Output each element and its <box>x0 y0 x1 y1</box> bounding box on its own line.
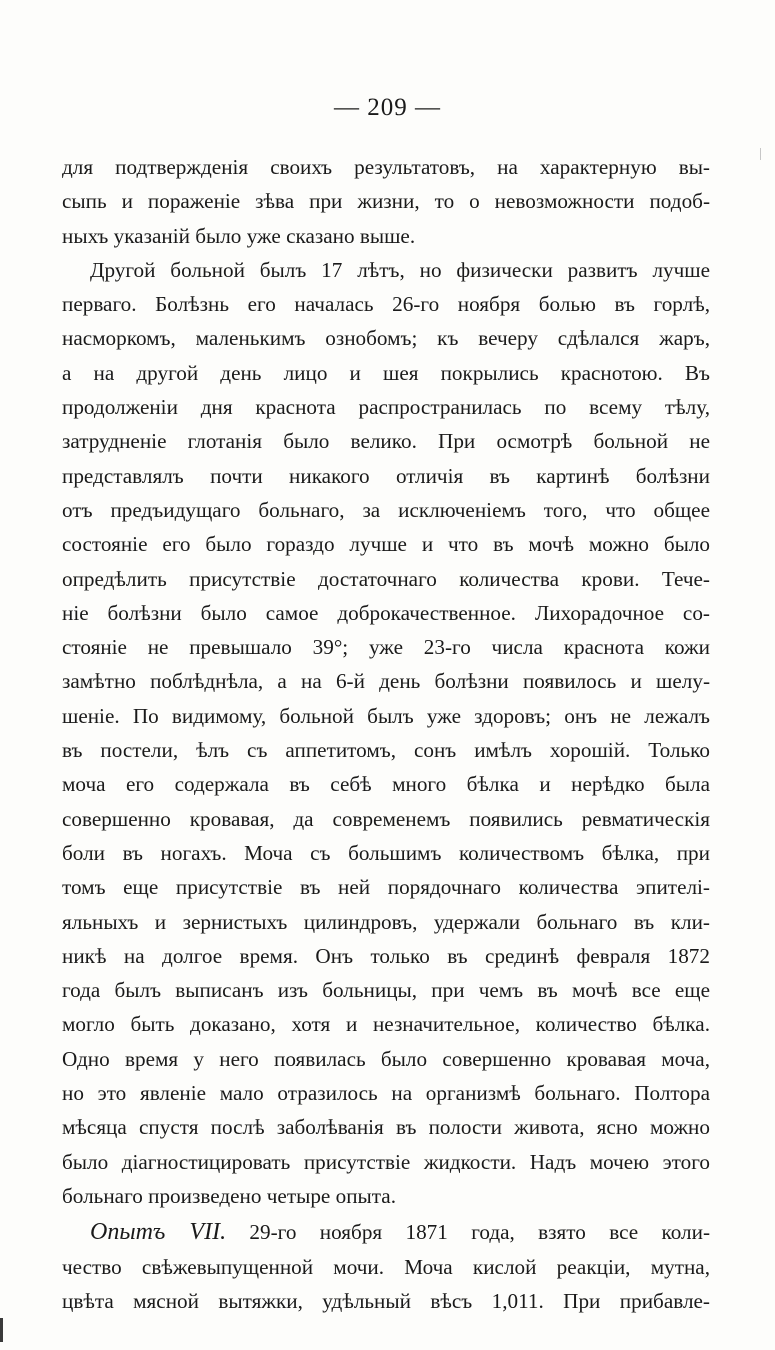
text-line: больнаго произведено четыре опыта. <box>62 1183 397 1208</box>
page-number: — 209 — <box>334 94 441 121</box>
text-line: шеніе. По видимому, больной былъ уже здоровъ; онъ не лежалъ <box>62 703 710 728</box>
text-line: продолженіи дня краснота распространилась по всему тѣлу, <box>62 395 710 420</box>
text-line: насморкомъ, маленькимъ ознобомъ; къ вечеру сдѣлался жаръ, <box>62 326 710 351</box>
text-line: мѣсяца спустя послѣ заболѣванія въ полости живота, ясно можно <box>62 1115 710 1140</box>
text-line: могло быть доказано, хотя и незначительное, количество бѣлка. <box>62 1012 710 1037</box>
text-line: томъ еще присутствіе въ ней порядочнаго количества эпителі- <box>62 875 710 900</box>
text-line: ніе болѣзни было самое доброкачественное. Лихорадочное со- <box>62 600 710 625</box>
text-line: состояніе его было гораздо лучше и что въ мочѣ можно было <box>62 532 710 557</box>
text-line: въ постели, ѣлъ съ аппетитомъ, сонъ имѣлъ хорошій. Только <box>62 738 710 763</box>
experiment-label: Опытъ VII. <box>90 1219 227 1246</box>
text-line: затрудненіе глотанія было велико. При осмотрѣ больной не <box>62 429 710 454</box>
text-line: но это явленіе мало отразилось на организмѣ больнаго. Полтора <box>62 1081 710 1106</box>
text-line: опредѣлить присутствіе достаточнаго количества крови. Тече- <box>62 566 710 591</box>
paragraph-start-line: Другой больной былъ 17 лѣтъ, но физически развитъ лучше <box>90 257 710 282</box>
scan-edge-mark <box>0 1318 3 1342</box>
text-line: перваго. Болѣзнь его началась 26-го ноября болью въ горлѣ, <box>62 292 710 317</box>
text-line: а на другой день лицо и шея покрылись краснотою. Въ <box>62 360 710 385</box>
text-line: совершенно кровавая, да современемъ появились ревматическія <box>62 806 710 831</box>
text-line: замѣтно поблѣднѣла, а на 6-й день болѣзни появилось и шелу- <box>62 669 710 694</box>
text-line: моча его содержала въ себѣ много бѣлка и нерѣдко была <box>62 772 710 797</box>
text-line: боли въ ногахъ. Моча съ большимъ количествомъ бѣлка, при <box>62 840 710 865</box>
text-line: никѣ на долгое время. Онъ только въ срединѣ февраля 1872 <box>62 943 710 968</box>
body-text <box>62 150 710 1318</box>
text-line: для подтвержденія своихъ результатовъ, на характерную вы- <box>62 155 710 179</box>
text-line: отъ предъидущаго больнаго, за исключеніемъ того, что общее <box>62 497 710 522</box>
text-line: чество свѣжевыпущенной мочи. Моча кислой реакціи, мутна, <box>62 1254 710 1279</box>
text-line: представлялъ почти никакого отличія въ картинѣ болѣзни <box>62 463 710 488</box>
text-line: было діагностицировать присутствіе жидкости. Надъ мочею этого <box>62 1149 710 1174</box>
experiment-heading-line <box>62 1215 710 1249</box>
text-line: цвѣта мясной вытяжки, удѣльный вѣсъ 1,011. При прибавле- <box>62 1288 710 1313</box>
text-line: сыпь и пораженіе зѣва при жизни, то о невозможности подоб- <box>62 189 710 214</box>
experiment-first-line: 29-го ноября 1871 года, взято все коли- <box>249 1220 711 1245</box>
text-line: яльныхъ и зернистыхъ цилиндровъ, удержали больнаго въ кли- <box>62 909 710 934</box>
text-line: Одно время у него появилась было совершенно кровавая моча, <box>62 1046 710 1071</box>
text-line: стояніе не превышало 39°; уже 23-го числа краснота кожи <box>62 635 710 660</box>
margin-mark <box>760 148 761 160</box>
text-line: года былъ выписанъ изъ больницы, при чемъ въ мочѣ все еще <box>62 978 710 1003</box>
text-line: ныхъ указаній было уже сказано выше. <box>62 223 416 248</box>
